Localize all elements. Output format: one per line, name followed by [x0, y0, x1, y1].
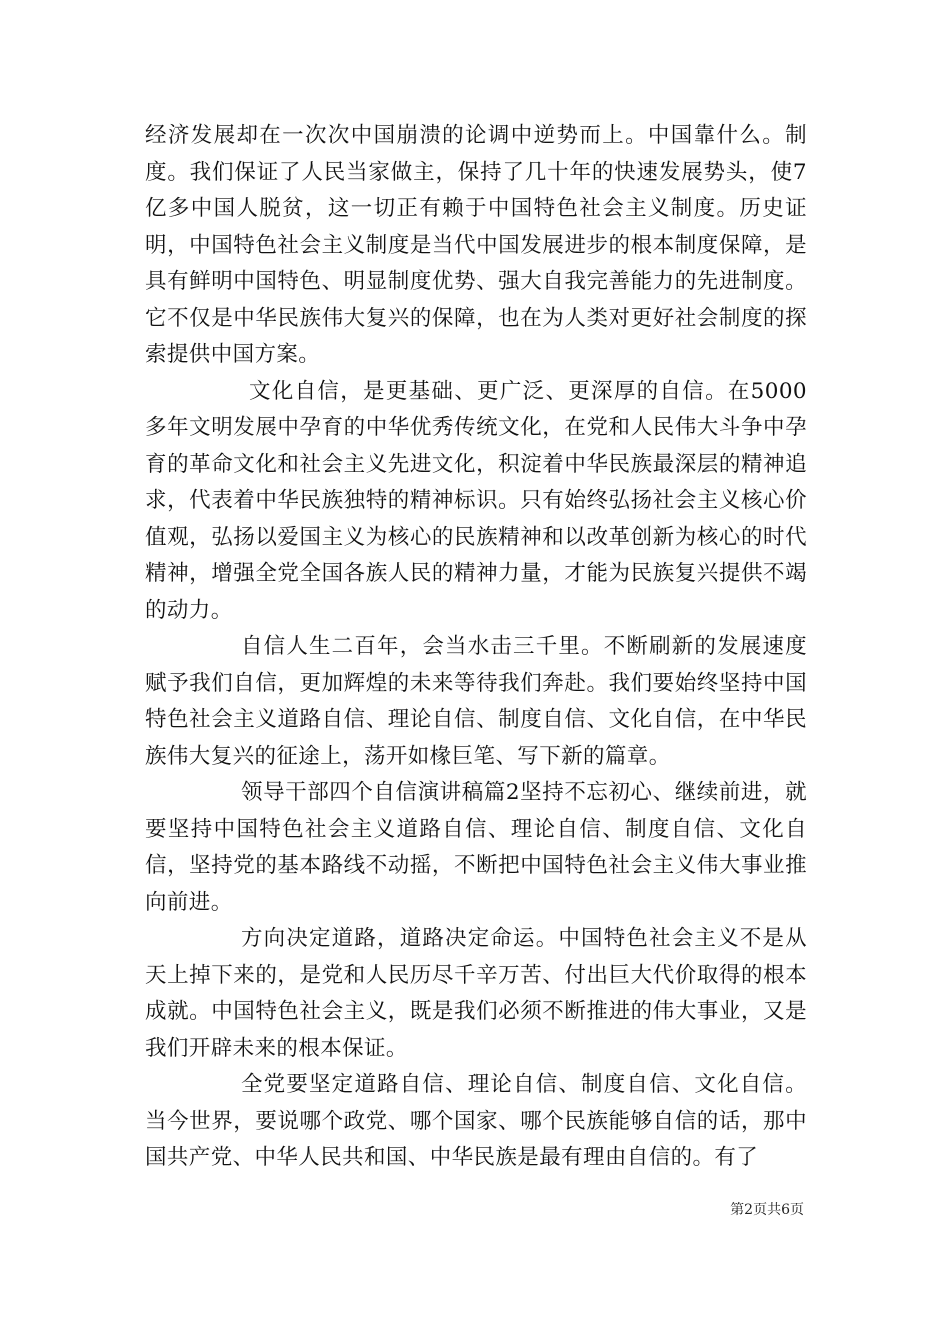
paragraph-confident-life: 自信人生二百年，会当水击三千里。不断刷新的发展速度赋予我们自信，更加辉煌的未来等待我们奔赴。我们要始终坚持中国特色社会主义道路自信、理论自信、制度自信、文化自信，在中华民族伟大复兴的征途上，荡开如椽巨笔、写下新的篇章。 — [145, 634, 807, 769]
paragraph-direction-path: 方向决定道路，道路决定命运。中国特色社会主义不是从天上掉下来的，是党和人民历尽千辛万苦、付出巨大代价取得的根本成就。中国特色社会主义，既是我们必须不断推进的伟大事业，又是我们开辟未来的根本保证。 — [145, 926, 807, 1061]
paragraph-system-confidence: 经济发展却在一次次中国崩溃的论调中逆势而上。中国靠什么。制度。我们保证了人民当家做主，保持了几十年的快速发展势头，使7亿多中国人脱贫，这一切正有赖于中国特色社会主义制度。历史证明，中国特色社会主义制度是当代中国发展进步的根本制度保障，是具有鲜明中国特色、明显制度优势、强大自我完善能力的先进制度。它不仅是中华民族伟大复兴的保障，也在为人类对更好社会制度的探索提供中国方案。 — [145, 123, 807, 367]
paragraph-speech-part-2: 领导干部四个自信演讲稿篇2坚持不忘初心、继续前进，就要坚持中国特色社会主义道路自信、理论自信、制度自信、文化自信，坚持党的基本路线不动摇，不断把中国特色社会主义伟大事业推向前进。 — [145, 780, 807, 915]
body-text — [145, 118, 807, 1177]
paragraph-culture-confidence: 文化自信，是更基础、更广泛、更深厚的自信。在5000多年文明发展中孕育的中华优秀传统文化，在党和人民伟大斗争中孕育的革命文化和社会主义先进文化，积淀着中华民族最深层的精神追求，代表着中华民族独特的精神标识。只有始终弘扬社会主义核心价值观，弘扬以爱国主义为核心的民族精神和以改革创新为核心的时代精神，增强全党全国各族人民的精神力量，才能为民族复兴提供不竭的动力。 — [145, 378, 807, 623]
page-number: 第2页共6页 — [730, 1202, 804, 1218]
paragraph-four-confidences: 全党要坚定道路自信、理论自信、制度自信、文化自信。当今世界，要说哪个政党、哪个国家、哪个民族能够自信的话，那中国共产党、中华人民共和国、中华民族是最有理由自信的。有了 — [145, 1072, 807, 1170]
